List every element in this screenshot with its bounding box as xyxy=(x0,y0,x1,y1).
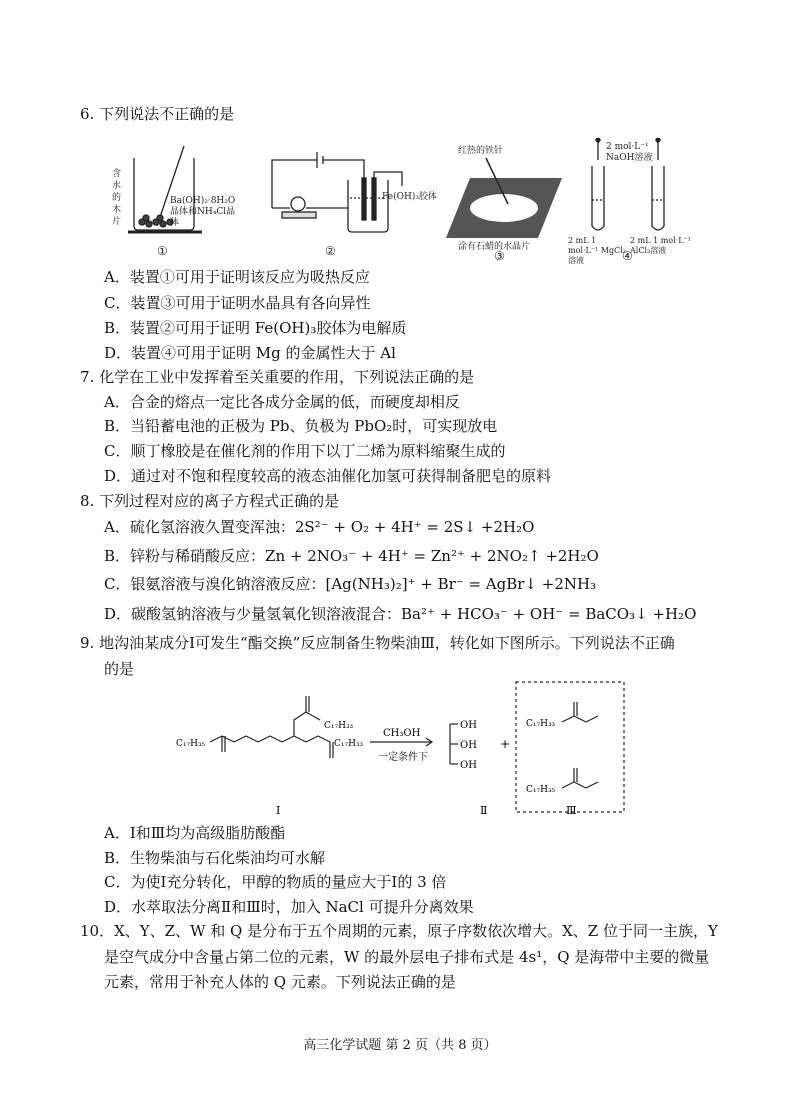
q6-option-a: A．装置①可用于证明该反应为吸热反应 xyxy=(104,268,370,286)
q6-option-d: D．装置④可用于证明 Mg 的金属性大于 Al xyxy=(104,344,396,362)
page-footer: 高三化学试题 第 2 页（共 8 页） xyxy=(303,1038,497,1053)
q7-option-b: B．当铅蓄电池的正极为 Pb、负极为 PbO₂时，可实现放电 xyxy=(104,417,498,435)
q7-stem: 7. 化学在工业中发挥着至关重要的作用，下列说法正确的是 xyxy=(80,368,475,386)
q9-reaction-scheme xyxy=(170,680,630,820)
q7-option-a: A．合金的熔点一定比各成分金属的低，而硬度却相反 xyxy=(104,393,460,411)
q6-stem: 6. 下列说法不正确的是 xyxy=(80,105,235,123)
q9-glycerol-oh-1: OH xyxy=(460,720,477,731)
panel2-label: Fe(OH)₃胶体 xyxy=(382,192,437,202)
q8-option-b: B．锌粉与稀硝酸反应：Zn + 2NO₃⁻ + 4H⁺ = Zn²⁺ + 2NO₂↑ +2H₂O xyxy=(104,547,599,565)
panel3-bottom-label: 涂有石蜡的水晶片 xyxy=(458,242,531,252)
q8-option-d: D．碳酸氢钠溶液与少量氢氧化钡溶液混合：Ba²⁺ + HCO₃⁻ + OH⁻ = BaCO₃↓ +H₂O xyxy=(104,605,697,623)
q9-condition: 一定条件下 xyxy=(378,752,428,763)
q6-option-b: B．装置②可用于证明 Fe(OH)₃胶体为电解质 xyxy=(104,319,407,337)
q9-option-b: B．生物柴油与石化柴油均可水解 xyxy=(104,849,326,867)
q8-option-a: A．硫化氢溶液久置变浑浊：2S²⁻ + O₂ + 4H⁺ = 2S↓ +2H₂O xyxy=(104,518,535,536)
q9-reagent: CH₃OH xyxy=(383,728,421,739)
q9-stem-line1: 9. 地沟油某成分Ⅰ可发生“酯交换”反应制备生物柴油Ⅲ，转化如下图所示。下列说法不正确 xyxy=(80,634,675,652)
panel3-crystal-plate xyxy=(446,158,562,238)
q9-label-II: Ⅱ xyxy=(480,804,488,817)
q9-label-I: Ⅰ xyxy=(276,804,281,817)
q8-option-c: C．银氨溶液与溴化钠溶液反应：[Ag(NH₃)₂]⁺ + Br⁻ = AgBr↓ +2NH₃ xyxy=(104,575,597,593)
q7-option-c: C．顺丁橡胶是在催化剂的作用下以丁二烯为原料缩聚生成的 xyxy=(104,442,506,460)
panel3-top-label: 红热的铁针 xyxy=(458,146,504,156)
q9-product-III-chain-1: C₁₇H₃₃ xyxy=(526,719,556,729)
panel1-crystal-label: Ba(OH)₂·8H₂O晶体和NH₄Cl晶体 xyxy=(170,196,236,228)
q9-glycerol-oh-3: OH xyxy=(460,760,477,771)
q9-glycerol-oh-2: OH xyxy=(460,740,477,751)
panel3-number: ③ xyxy=(494,249,505,263)
panel1-side-label: 含水的木片 xyxy=(112,169,122,227)
panel4-top-label: 2 mol·L⁻¹ NaOH溶液 xyxy=(606,142,653,163)
q9-stem-line2: 的是 xyxy=(104,660,135,678)
panel4-right-label: 2 mL 1 mol·L⁻¹ AlCl₃溶液 xyxy=(630,236,691,255)
q10-stem-line3: 元素，常用于补充人体的 Q 元素。下列说法正确的是 xyxy=(104,973,456,991)
q9-option-a: A．Ⅰ和Ⅲ均为高级脂肪酸酯 xyxy=(104,824,286,842)
q9-plus-sign: + xyxy=(500,737,511,751)
q9-molecule-I-chain-right: C₁₇H₃₃ xyxy=(334,739,364,749)
panel4-number: ④ xyxy=(622,249,633,263)
panel2-number: ② xyxy=(325,244,336,258)
q10-stem-line2: 是空气成分中含量占第二位的元素，W 的最外层电子排布式是 4s¹，Q 是海带中主要的微量 xyxy=(104,948,710,966)
q9-molecule-I-chain-left: C₁₇H₃₅ xyxy=(176,739,206,749)
q9-product-III-chain-2: C₁₇H₃₅ xyxy=(526,785,556,795)
q9-molecule-I-chain-top: C₁₇H₃₃ xyxy=(324,721,354,731)
q7-option-d: D．通过对不饱和程度较高的液态油催化加氢可获得制备肥皂的原料 xyxy=(104,467,552,485)
q9-option-d: D．水萃取法分离Ⅱ和Ⅲ时，加入 NaCl 可提升分离效果 xyxy=(104,898,474,916)
q8-stem: 8. 下列过程对应的离子方程式正确的是 xyxy=(80,492,340,510)
q10-stem-line1: 10．X、Y、Z、W 和 Q 是分布于五个周期的元素，原子序数依次增大。X、Z 位于同一主族，Y xyxy=(80,922,718,940)
panel4-left-label: 2 mL 1 mol·L⁻¹ MgCl₂溶液 xyxy=(568,236,626,265)
q6-apparatus-figure xyxy=(112,138,692,263)
q9-option-c: C．为使Ⅰ充分转化，甲醇的物质的量应大于Ⅰ的 3 倍 xyxy=(104,873,447,891)
q9-scheme-drawing xyxy=(170,680,630,820)
panel1-number: ① xyxy=(157,244,168,258)
q6-option-c: C．装置③可用于证明水晶具有各向异性 xyxy=(104,294,371,312)
q9-label-III: Ⅲ xyxy=(566,804,577,817)
